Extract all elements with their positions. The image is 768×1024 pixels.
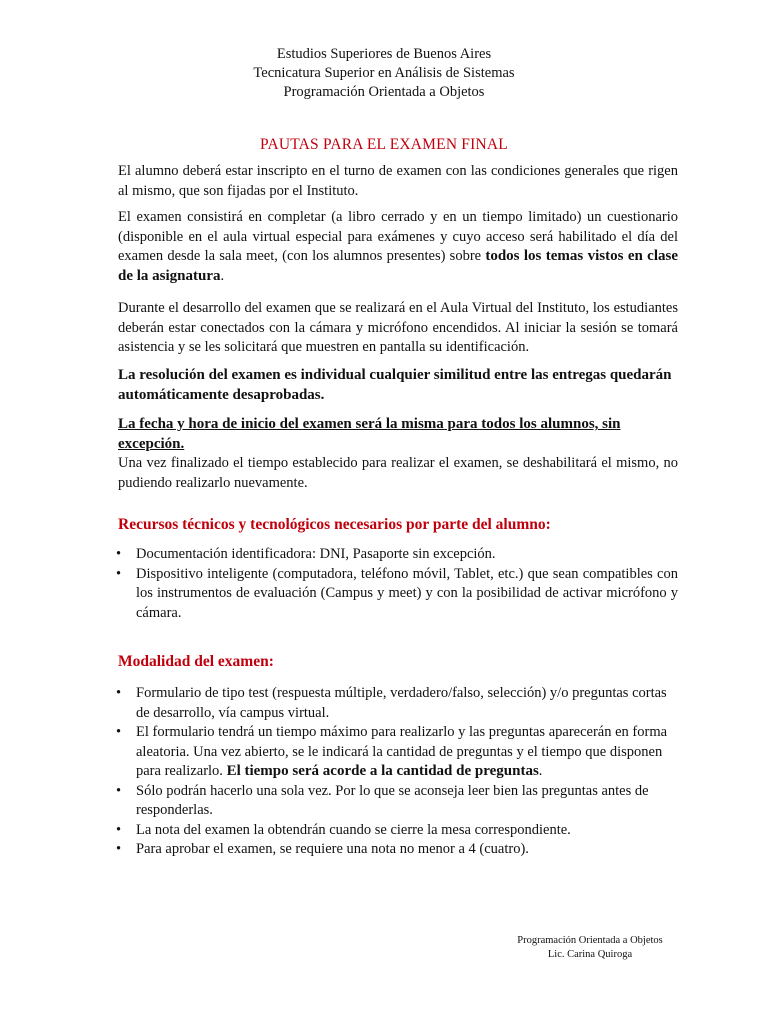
- bullet-icon: •: [116, 546, 122, 562]
- list-item: • Documentación identificadora: DNI, Pasaporte sin excepción.: [116, 545, 678, 565]
- exam-description-text: El examen consistirá en completar (a libro cerrado y en un tiempo limitado) un cuestionario (disponible en el aula virtual especial para exámenes y cuyo acceso será habilitado el día del examen desde la sala meet, (con los alumnos presentes) sobre: [118, 209, 678, 264]
- list-item: • La nota del examen la obtendrán cuando se cierre la mesa correspondiente.: [116, 821, 678, 841]
- document-header: [0, 45, 768, 102]
- bullet-icon: •: [116, 821, 122, 838]
- paragraph-exam-timing: [118, 415, 678, 493]
- bullet-icon: •: [116, 841, 122, 857]
- footer-course: Programación Orientada a Objetos: [517, 935, 663, 946]
- time-rule-bold: El tiempo será acorde a la cantidad de preguntas: [226, 763, 539, 779]
- list-item: • Para aprobar el examen, se requiere una nota no menor a 4 (cuatro).: [116, 840, 678, 860]
- document-title: PAUTAS PARA EL EXAMEN FINAL: [260, 136, 508, 153]
- paragraph-exam-description: [118, 208, 678, 286]
- list-item: • El formulario tendrá un tiempo máximo para realizarlo y las preguntas aparecerán en forma aleatoria. Una vez abierto, se le indicará la cantidad de preguntas y el tiempo que disponen para realizarlo. El tiempo será acorde a la cantidad de preguntas.: [116, 724, 668, 779]
- bullet-icon: •: [116, 565, 122, 582]
- list-item: • Dispositivo inteligente (computadora, teléfono móvil, Tablet, etc.) que sean compatibles con los instrumentos de evaluación (Campus y meet) y con la posibilidad de activar micrófono y cámara.: [116, 565, 678, 621]
- list-item: • Sólo podrán hacerlo una sola vez. Por lo que se aconseja leer bien las preguntas antes de responderlas.: [116, 782, 649, 818]
- document-footer: [498, 934, 682, 962]
- modality-heading: Modalidad del examen:: [118, 653, 274, 670]
- list-item: • Formulario de tipo test (respuesta múltiple, verdadero/falso, selección) y/o preguntas cortas de desarrollo, vía campus virtual.: [116, 685, 667, 721]
- paragraph-enrollment: El alumno deberá estar inscripto en el turno de examen con las condiciones generales que rigen al mismo, que son fijadas por el Instituto.: [118, 163, 678, 199]
- resources-list: [116, 545, 678, 623]
- exam-topics-bold: todos los temas vistos en clase de la asignatura: [118, 248, 678, 284]
- modality-list: [116, 684, 678, 860]
- exam-description-end: .: [220, 267, 225, 284]
- resources-heading: Recursos técnicos y tecnológicos necesarios por parte del alumno:: [118, 516, 551, 533]
- course-name: Programación Orientada a Objetos: [283, 84, 485, 100]
- institution-name: Estudios Superiores de Buenos Aires: [276, 46, 492, 62]
- bullet-icon: •: [116, 685, 122, 701]
- exam-timing-bold: La fecha y hora de inicio del examen será la misma para todos los alumnos, sin excepción.: [118, 416, 621, 452]
- bullet-icon: •: [116, 724, 122, 740]
- exam-timing-text: Una vez finalizado el tiempo establecido para realizar el examen, se deshabilitará el mismo, no pudiendo realizarlo nuevamente.: [118, 455, 678, 491]
- paragraph-individual-resolution: La resolución del examen es individual cualquier similitud entre las entregas quedarán automáticamente desaprobadas.: [118, 367, 672, 403]
- footer-author: Lic. Carina Quiroga: [547, 949, 633, 960]
- program-name: Tecnicatura Superior en Análisis de Sistemas: [253, 65, 515, 81]
- bullet-icon: •: [116, 782, 122, 799]
- paragraph-virtual-classroom: Durante el desarrollo del examen que se realizará en el Aula Virtual del Instituto, los estudiantes deberán estar conectados con la cámara y micrófono encendidos. Al iniciar la sesión se tomará asistencia y se les solicitará que muestren en pantalla su identificación.: [118, 300, 678, 355]
